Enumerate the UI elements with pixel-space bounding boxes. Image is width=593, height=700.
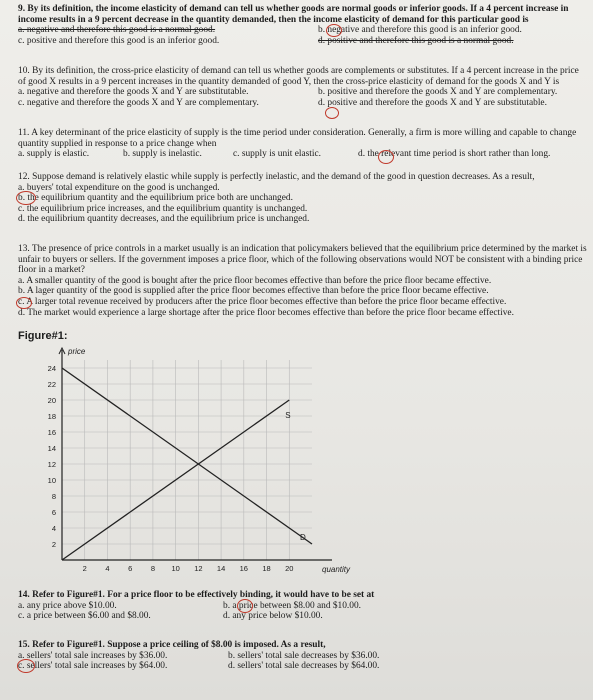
question-13 (18, 244, 588, 318)
figure-1-chart (28, 342, 368, 587)
q12-option-d[interactable]: d. the equilibrium quantity decreases, and the equilibrium price is unchanged. (18, 214, 310, 225)
question-15 (18, 640, 588, 672)
answer-circle-q12 (16, 191, 36, 205)
x-tick-label: 10 (171, 564, 180, 573)
answer-circle-q10 (325, 107, 339, 119)
q12-stem: 12. Suppose demand is relatively elastic while supply is perfectly inelastic, and the demand of the good in question decreases. As a result, (18, 172, 535, 182)
q9-option-c[interactable]: c. positive and therefore this good is an inferior good. (18, 35, 220, 46)
q9-option-d[interactable]: d. positive and therefore this good is a normal good. (318, 35, 514, 46)
q10-option-a[interactable]: a. negative and therefore the goods X and Y are substitutable. (18, 87, 249, 98)
answer-circle-q15 (17, 659, 35, 673)
question-12 (18, 172, 588, 225)
q14-option-d[interactable]: d. any price below $10.00. (223, 611, 323, 622)
q9-option-b[interactable]: b. negative and therefore this good is an inferior good. (318, 25, 522, 36)
y-tick-label: 2 (51, 540, 56, 549)
q12-option-a[interactable]: a. buyers' total expenditure on the good is unchanged. (18, 182, 220, 193)
x-tick-label: 12 (194, 564, 203, 573)
q9-stem: 9. By its definition, the income elasticity of demand can tell us whether goods are normal goods or inferior goods. If a 4 percent increase in income results in a 9 percent decrease in the quantity demanded, then the income elasticity of demand for this particular good is (18, 4, 569, 25)
figure-title: Figure#1: (18, 330, 68, 342)
q15-option-d[interactable]: d. sellers' total sale decreases by $64.00. (228, 661, 380, 672)
x-tick-label: 2 (82, 564, 87, 573)
y-axis-label: price (68, 347, 86, 356)
y-tick-label: 10 (47, 476, 56, 485)
x-axis-label: quantity (322, 565, 351, 574)
y-tick-label: 24 (47, 364, 56, 373)
q13-option-c[interactable]: c. A larger total revenue received by producers after the price floor becomes effective than before the price floor became effective. (18, 296, 507, 307)
q15-option-c[interactable]: c. sellers' total sale increases by $64.00. (18, 661, 168, 672)
answer-circle-q14 (237, 599, 253, 613)
y-tick-label: 12 (47, 460, 56, 469)
x-tick-label: 6 (128, 564, 133, 573)
x-tick-label: 4 (105, 564, 110, 573)
series-label-d: D (300, 533, 306, 542)
q11-option-c[interactable]: c. supply is unit elastic. (233, 149, 322, 160)
series-line-d (62, 368, 312, 544)
q12-option-b[interactable]: b. the equilibrium quantity and the equilibrium price both are unchanged. (18, 193, 293, 204)
q13-stem: 13. The presence of price controls in a market usually is an indication that policymakers believed that the equilibrium price determined by the market is unfair to buyers or sellers. If the government imposes a price floor, which of the following observations would NOT be consistent with a binding price floor in a market? (18, 244, 587, 276)
y-tick-label: 22 (47, 380, 56, 389)
question-10 (18, 66, 588, 108)
y-tick-label: 16 (47, 428, 56, 437)
y-tick-label: 8 (51, 492, 56, 501)
y-tick-label: 14 (47, 444, 56, 453)
q14-option-b[interactable]: b. a price between $8.00 and $10.00. (223, 600, 361, 611)
q11-option-b[interactable]: b. supply is inelastic. (123, 149, 202, 160)
q11-stem: 11. A key determinant of the price elasticity of supply is the time period under consideration. Generally, a firm is more willing and capable to change quantity supplied in response to a price change when (18, 128, 577, 149)
q14-option-a[interactable]: a. any price above $10.00. (18, 600, 117, 611)
q10-option-b[interactable]: b. positive and therefore the goods X and Y are complementary. (318, 87, 558, 98)
q10-option-c[interactable]: c. negative and therefore the goods X and Y are complementary. (18, 97, 259, 108)
q15-stem: 15. Refer to Figure#1. Suppose a price ceiling of $8.00 is imposed. As a result, (18, 640, 326, 650)
q14-stem: 14. Refer to Figure#1. For a price floor to be effectively binding, it would have to be set at (18, 590, 375, 600)
y-tick-label: 18 (47, 412, 56, 421)
x-tick-label: 8 (150, 564, 155, 573)
q13-option-d[interactable]: d. The market would experience a large shortage after the price floor becomes effective than before the price floor became effective. (18, 307, 514, 318)
q12-option-c[interactable]: c. the equilibrium price increases, and the equilibrium quantity is unchanged. (18, 203, 308, 214)
x-tick-label: 20 (285, 564, 294, 573)
y-tick-label: 6 (51, 508, 56, 517)
y-tick-label: 4 (51, 524, 56, 533)
q9-option-a[interactable]: a. negative and therefore this good is a normal good. (18, 25, 216, 36)
answer-circle-q13 (16, 297, 32, 309)
q11-option-d[interactable]: d. the relevant time period is short rather than long. (358, 149, 551, 160)
q14-option-c[interactable]: c. a price between $6.00 and $8.00. (18, 611, 151, 622)
answer-circle-q9 (326, 24, 342, 37)
question-14 (18, 590, 588, 622)
q10-option-d[interactable]: d. positive and therefore the goods X and Y are substitutable. (318, 97, 547, 108)
series-label-s: S (285, 411, 291, 420)
q13-option-b[interactable]: b. A lager quantity of the good is supplied after the price floor becomes effective than before the price floor became effective. (18, 286, 489, 297)
q13-option-a[interactable]: a. A smaller quantity of the good is bought after the price floor becomes effective than before the price floor became effective. (18, 275, 492, 286)
question-9 (18, 4, 588, 46)
q15-option-b[interactable]: b. sellers' total sale decreases by $36.00. (228, 650, 380, 661)
q15-option-a[interactable]: a. sellers' total sale increases by $36.00. (18, 650, 168, 661)
q11-option-a[interactable]: a. supply is elastic. (18, 149, 90, 160)
answer-circle-q11 (378, 150, 394, 164)
question-11 (18, 128, 588, 160)
q10-stem: 10. By its definition, the cross-price elasticity of demand can tell us whether goods are complements or substitutes. If a 4 percent increase in the price of good X results in a 9 percent increases in the quantity demanded of good Y, then the cross-price elasticity of demand for the goods X and Y is (18, 66, 579, 87)
x-tick-label: 16 (239, 564, 248, 573)
x-tick-label: 14 (216, 564, 226, 573)
y-tick-label: 20 (47, 396, 56, 405)
x-tick-label: 18 (262, 564, 271, 573)
